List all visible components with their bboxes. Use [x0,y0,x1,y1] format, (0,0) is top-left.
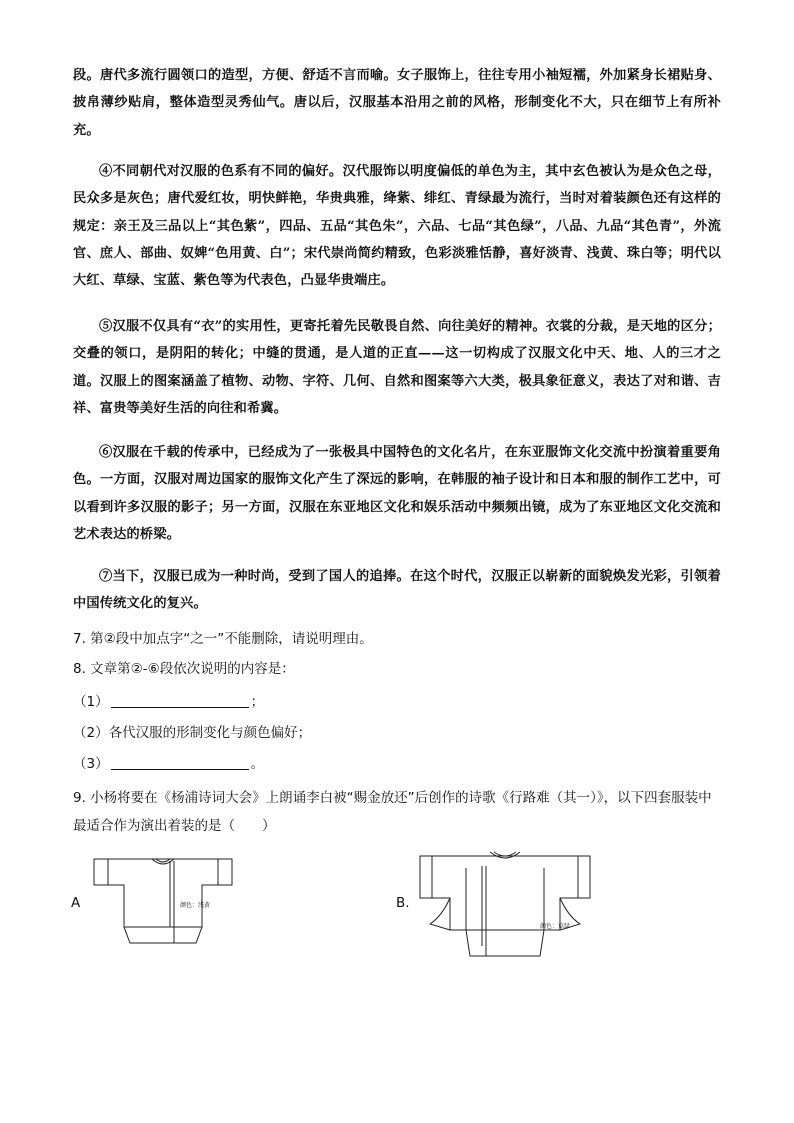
item-end: ； [250,694,265,710]
answer-blank[interactable] [111,755,249,770]
item-number: （1） [73,694,109,710]
item-end: 。 [250,756,265,772]
passage-paragraph-continued: 段。唐代多流行圆领口的造型，方便、舒适不言而喻。女子服饰上，往往专用小袖短襦，外加紧身长裙贴身、披帛薄纱贴肩，整体造型灵秀仙气。唐以后，汉服基本沿用之前的风格，形制变化不大，只在细节上有所补充。 [73,68,721,138]
option-a-color-note: 颜色：浅黄 [180,902,211,909]
option-a-garment-image[interactable] [90,853,236,949]
question-7: 7. 第②段中加点字“之一”不能删除，请说明理由。 [73,631,373,647]
passage-paragraph-5: ⑤汉服不仅具有“衣”的实用性，更寄托着先民敬畏自然、向往美好的精神。衣裳的分裁，是天地的区分；交叠的领口，是阴阳的转化；中缝的贯通，是人道的正直——这一切构成了汉服文化中天、地、人的三才之道。汉服上的图案涵盖了植物、动物、字符、几何、自然和图案等六大类，极具象征意义，表达了对和谐、吉祥、富贵等美好生活的向往和希冀。 [73,319,721,416]
option-a-label[interactable]: A [71,895,81,911]
option-b-color-note: 颜色：草绿 [540,923,571,930]
item-number: （3） [73,756,109,772]
option-b-label[interactable]: B. [396,895,410,911]
question-9: 9. 小杨将要在《杨浦诗词大会》上朗诵李白被“赐金放还”后创作的诗歌《行路难（其一）》，以下四套服装中最适合作为演出着装的是（ ） [73,790,712,834]
option-b-garment-image[interactable] [418,846,592,962]
question-8-item-1 [73,689,723,716]
question-8-item-2: （2）各代汉服的形制变化与颜色偏好； [73,725,312,741]
passage-paragraph-4: ④不同朝代对汉服的色系有不同的偏好。汉代服饰以明度偏低的单色为主，其中玄色被认为是众色之母，民众多是灰色；唐代爱红妆，明快鲜艳，华贵典雅，绛紫、绯红、青绿最为流行，当时对着装颜色还有这样的规定：亲王及三品以上“其色紫”，四品、五品“其色朱”，六品、七品“其色绿”，八品、九品“其色青”，外流官、庶人、部曲、奴婢“色用黄、白”；宋代崇尚简约精致，色彩淡雅恬静，喜好淡青、浅黄、珠白等；明代以大红、草绿、宝蓝、紫色等为代表色，凸显华贵端庄。 [73,164,721,289]
answer-blank[interactable] [111,693,249,708]
passage-paragraph-7: ⑦当下，汉服已成为一种时尚，受到了国人的追捧。在这个时代，汉服正以崭新的面貌焕发光彩，引领着中国传统文化的复兴。 [73,569,721,612]
question-8: 8. 文章第②-⑥段依次说明的内容是： [73,661,295,677]
question-8-item-3 [73,751,723,778]
passage-paragraph-6: ⑥汉服在千载的传承中，已经成为了一张极具中国特色的文化名片，在东亚服饰文化交流中扮演着重要角色。一方面，汉服对周边国家的服饰文化产生了深远的影响，在韩服的袖子设计和日本和服的制作工艺中，可以看到许多汉服的影子；另一方面，汉服在东亚地区文化和娱乐活动中频频出镜，成为了东亚地区文化交流和艺术表达的桥梁。 [73,445,721,542]
